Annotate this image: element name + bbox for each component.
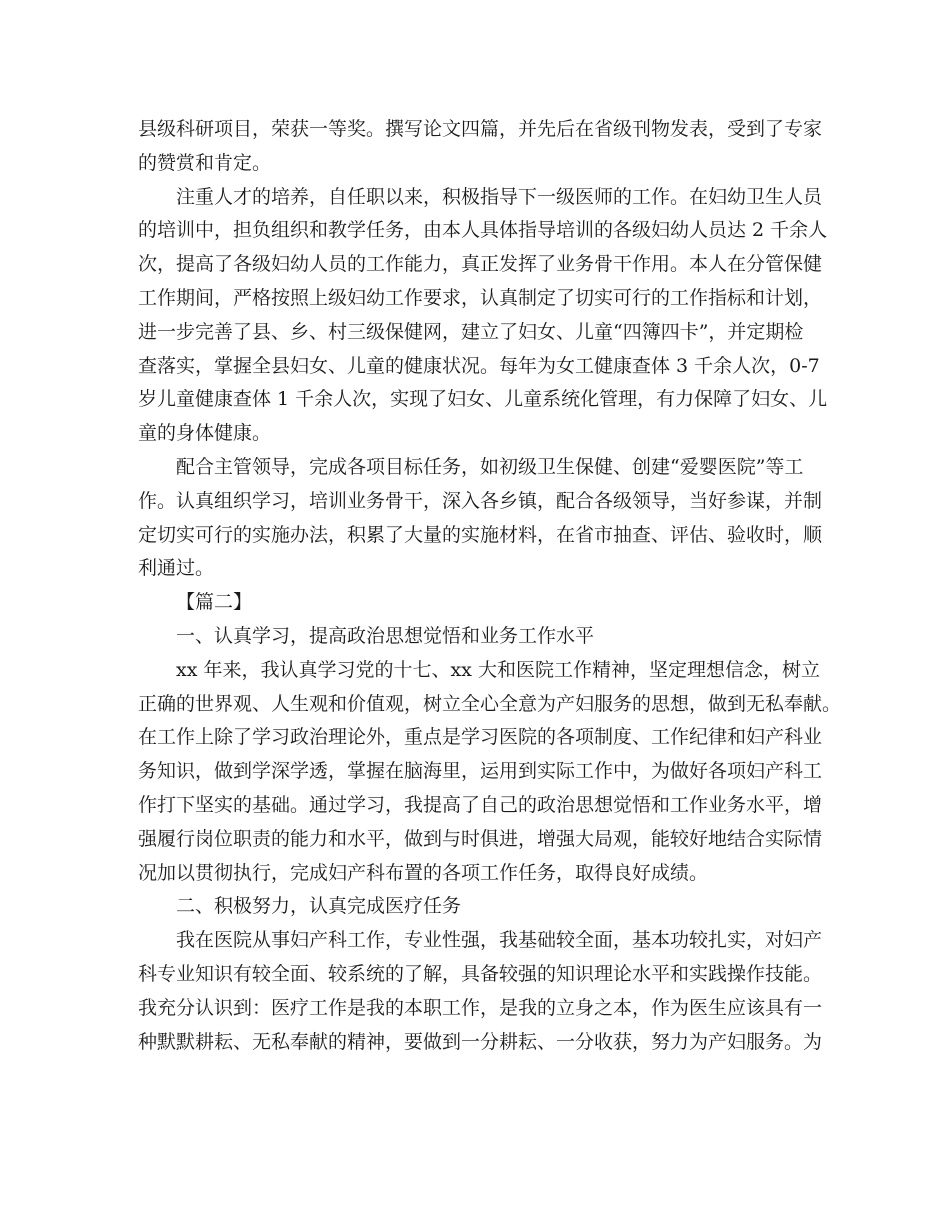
- text-line: 【篇二】: [176, 591, 253, 614]
- text-line: 工作期间，严格按照上级妇幼工作要求，认真制定了切实可行的工作指标和计划，: [138, 286, 823, 309]
- text-line: 在工作上除了学习政治理论外，重点是学习医院的各项制度、工作纪律和妇产科业: [138, 726, 823, 749]
- text-line: 二、积极努力，认真完成医疗任务: [176, 895, 462, 918]
- text-line: 次，提高了各级妇幼人员的工作能力，真正发挥了业务骨干作用。本人在分管保健: [138, 253, 823, 276]
- text-line: xx 年来，我认真学习党的十七、xx 大和医院工作精神，坚定理想信念，树立: [176, 658, 820, 681]
- text-line: 我在医院从事妇产科工作，专业性强，我基础较全面，基本功较扎实，对妇产: [176, 929, 823, 952]
- document-body: [138, 113, 842, 1059]
- text-line: 作。认真组织学习，培训业务骨干，深入各乡镇，配合各级领导，当好参谋，并制: [138, 489, 823, 512]
- text-line: 的赞赏和肯定。: [138, 151, 272, 174]
- text-line: 定切实可行的实施办法，积累了大量的实施材料，在省市抽查、评估、验收时，顺: [138, 523, 823, 546]
- text-line: 正确的世界观、人生观和价值观，树立全心全意为产妇服务的思想，做到无私奉献。: [138, 692, 842, 715]
- text-line: 我充分认识到：医疗工作是我的本职工作，是我的立身之本，作为医生应该具有一: [138, 996, 823, 1019]
- text-line: 进一步完善了县、乡、村三级保健网，建立了妇女、儿童“四簿四卡”，并定期检: [138, 320, 804, 343]
- text-line: 童的身体健康。: [138, 422, 272, 445]
- text-line: 况加以贯彻执行，完成妇产科布置的各项工作任务，取得良好成绩。: [138, 861, 709, 884]
- text-line: 一、认真学习，提高政治思想觉悟和业务工作水平: [176, 624, 595, 647]
- text-line: 科专业知识有较全面、较系统的了解，具备较强的知识理论水平和实践操作技能。: [138, 962, 823, 985]
- text-line: 强履行岗位职责的能力和水平，做到与时俱进，增强大局观，能较好地结合实际情: [138, 827, 823, 850]
- text-line: 注重人才的培养，自任职以来，积极指导下一级医师的工作。在妇幼卫生人员: [176, 185, 823, 208]
- text-line: 配合主管领导，完成各项目标任务，如初级卫生保健、创建“爱婴医院”等工: [176, 455, 804, 478]
- text-line: 作打下坚实的基础。通过学习，我提高了自己的政治思想觉悟和工作业务水平，增: [138, 793, 823, 816]
- text-line: 查落实，掌握全县妇女、儿童的健康状况。每年为女工健康查体 3 千余人次，0-7: [138, 354, 820, 377]
- text-line: 利通过。: [138, 557, 215, 580]
- text-line: 县级科研项目，荣获一等奖。撰写论文四篇，并先后在省级刊物发表，受到了专家: [138, 118, 823, 140]
- text-line: 岁儿童健康查体 1 千余人次，实现了妇女、儿童系统化管理，有力保障了妇女、儿: [138, 388, 828, 411]
- text-line: 的培训中，担负组织和教学任务，由本人具体指导培训的各级妇幼人员达 2 千余人: [138, 219, 828, 242]
- text-line: 务知识，做到学深学透，掌握在脑海里，运用到实际工作中，为做好各项妇产科工: [138, 760, 823, 783]
- text-line: 种默默耕耘、无私奉献的精神，要做到一分耕耘、一分收获，努力为产妇服务。为: [138, 1030, 823, 1053]
